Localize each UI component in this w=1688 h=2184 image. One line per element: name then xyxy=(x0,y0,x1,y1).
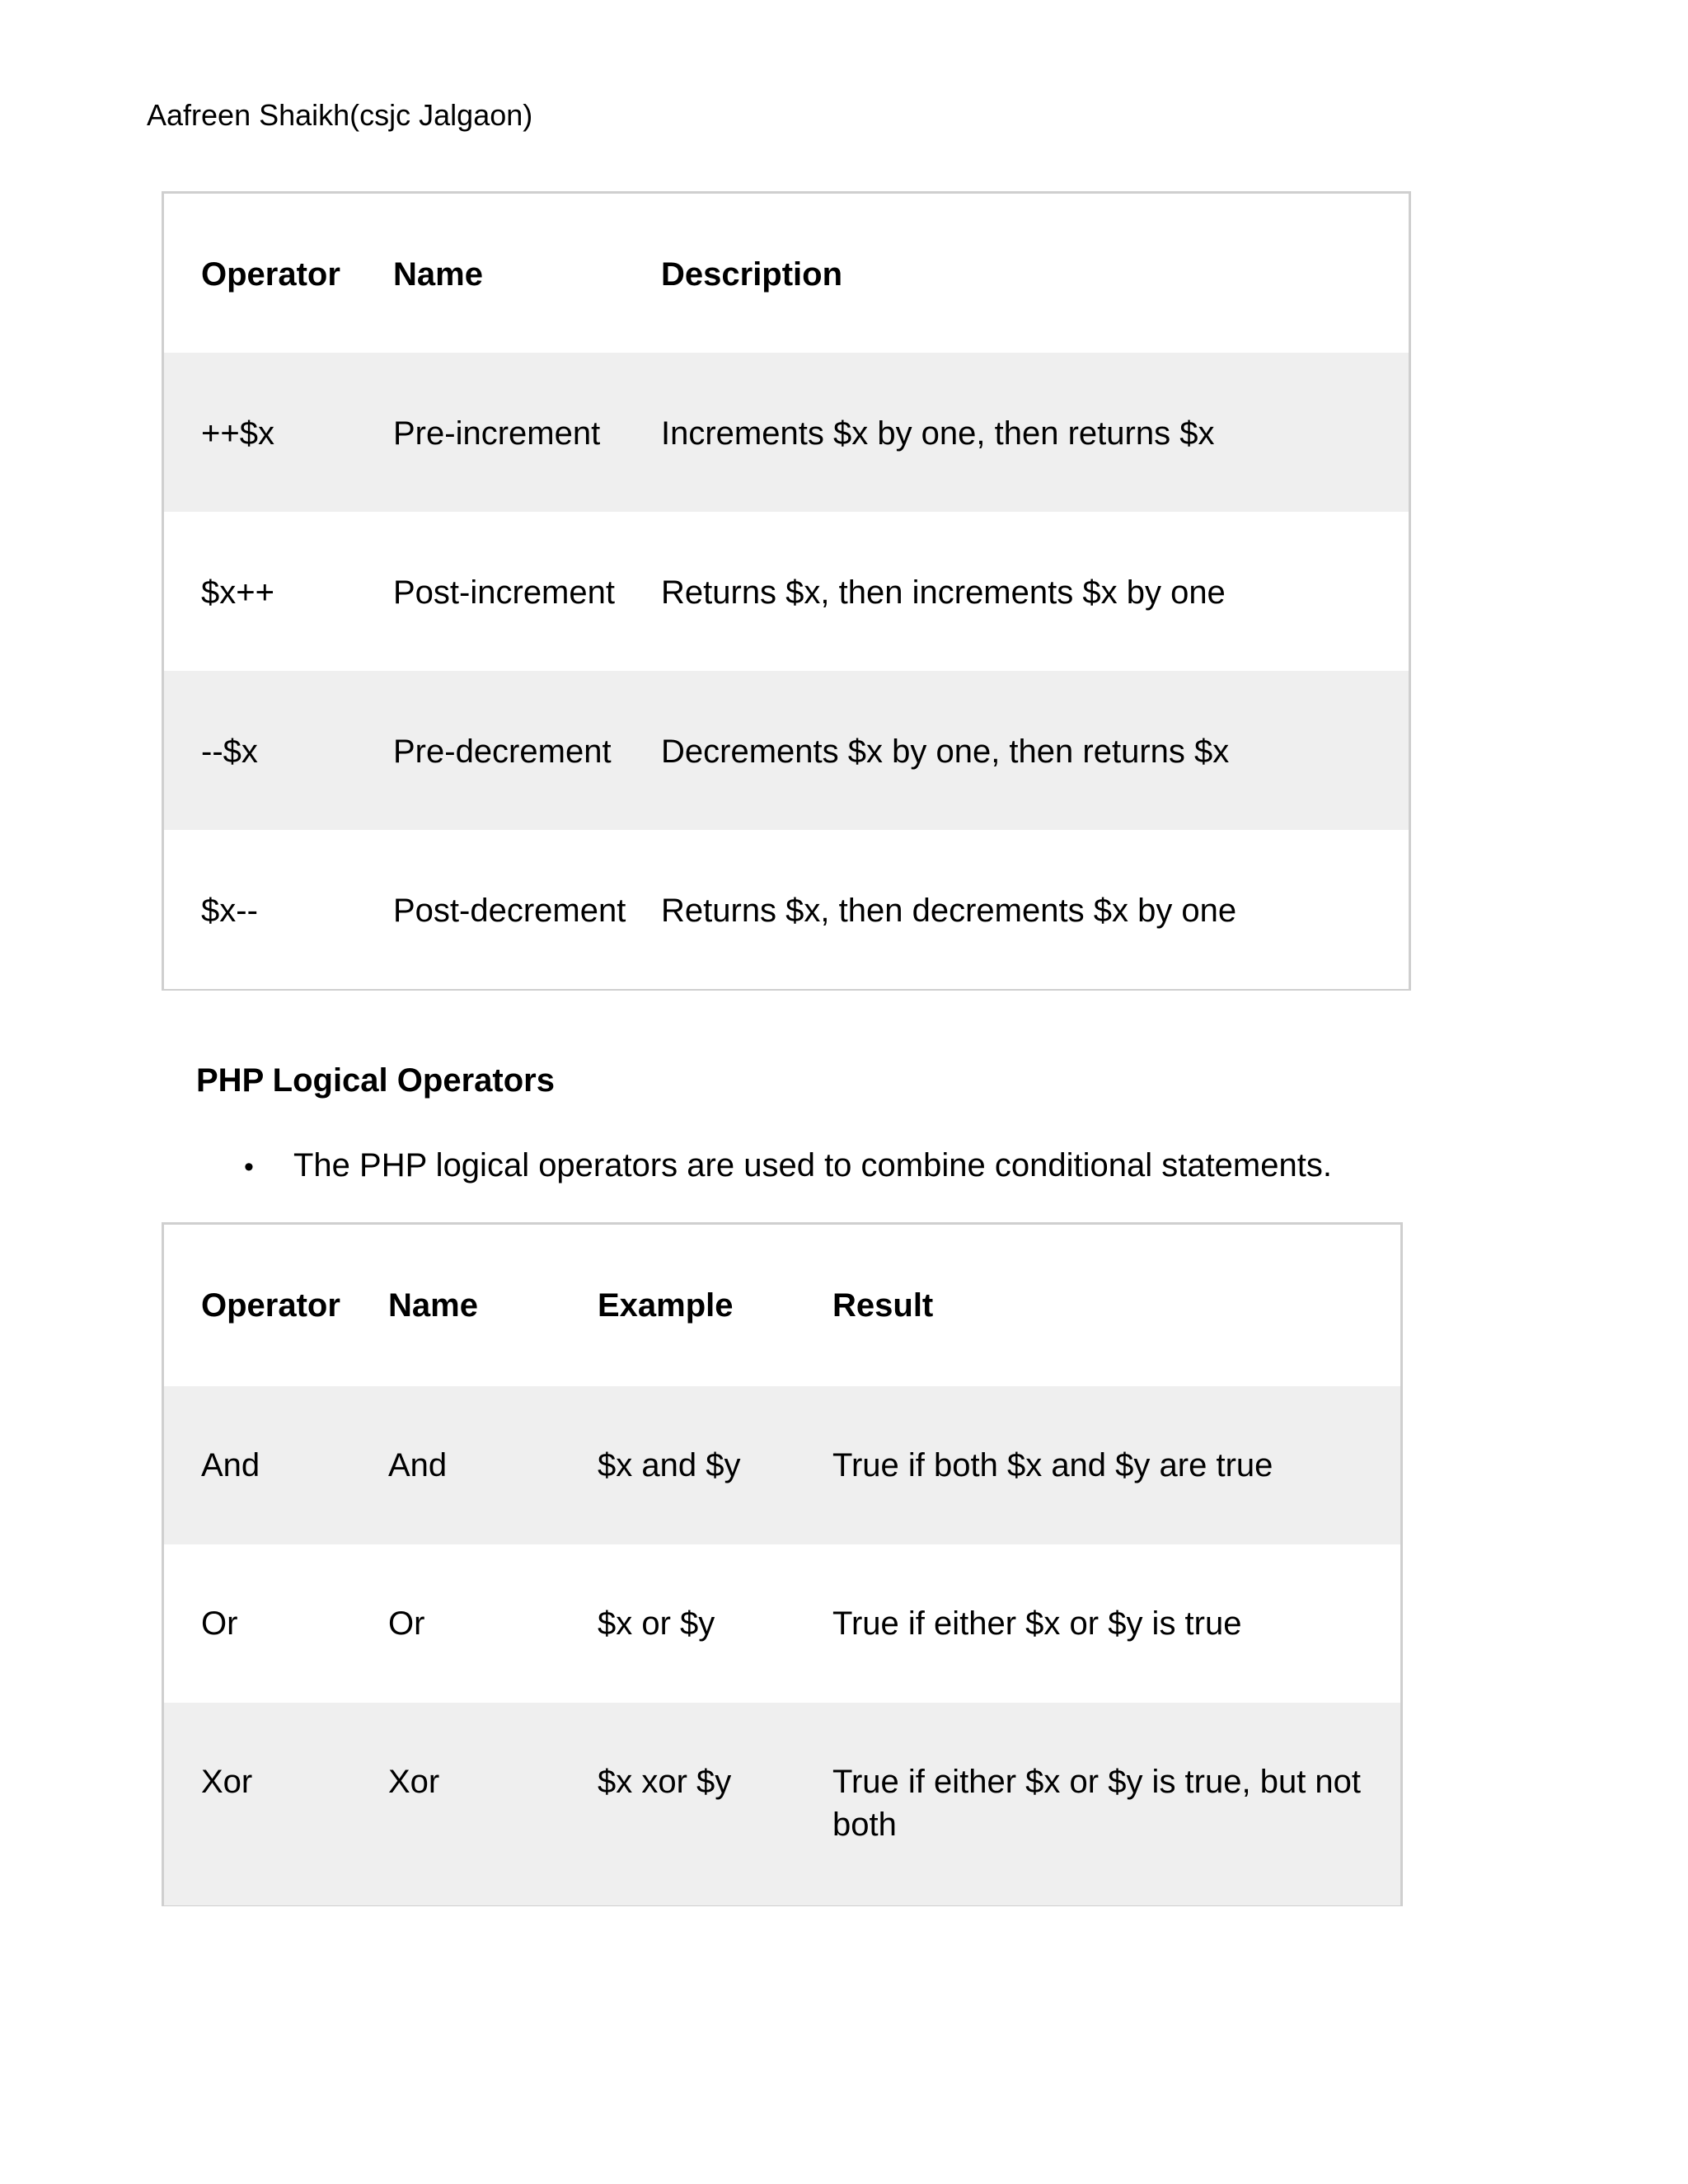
description-cell: Decrements $x by one, then returns $x xyxy=(661,733,1230,770)
column-header-operator: Operator xyxy=(201,1287,340,1324)
table-row xyxy=(164,830,1409,989)
table-row xyxy=(164,1703,1400,1905)
column-header-name: Name xyxy=(393,256,483,293)
description-cell: Increments $x by one, then returns $x xyxy=(661,415,1215,452)
operator-cell: Xor xyxy=(201,1764,253,1800)
table-row xyxy=(164,512,1409,671)
increment-operators-table xyxy=(162,191,1411,991)
table-header-row xyxy=(164,1225,1400,1386)
example-cell: $x xor $y xyxy=(598,1764,732,1800)
author-header: Aafreen Shaikh(csjc Jalgaon) xyxy=(147,98,533,132)
table-row xyxy=(164,1386,1400,1544)
name-cell: Pre-decrement xyxy=(393,733,612,770)
column-header-result: Result xyxy=(832,1287,934,1324)
bullet-item xyxy=(244,1144,1332,1188)
table-row xyxy=(164,671,1409,830)
column-header-operator: Operator xyxy=(201,256,340,293)
operator-cell: --$x xyxy=(201,733,258,770)
name-cell: Or xyxy=(388,1605,425,1642)
column-header-name: Name xyxy=(388,1287,478,1324)
operator-cell: Or xyxy=(201,1605,238,1642)
operator-cell: $x++ xyxy=(201,574,274,611)
result-cell: True if both $x and $y are true xyxy=(832,1447,1273,1483)
example-cell: $x and $y xyxy=(598,1447,741,1483)
bullet-text: The PHP logical operators are used to combine conditional statements. xyxy=(293,1147,1332,1183)
bullet-icon: • xyxy=(244,1151,254,1183)
logical-operators-table xyxy=(162,1222,1403,1906)
name-cell: Pre-increment xyxy=(393,415,601,452)
example-cell: $x or $y xyxy=(598,1605,715,1642)
column-header-example: Example xyxy=(598,1287,734,1324)
name-cell: And xyxy=(388,1447,448,1483)
table-header-row xyxy=(164,194,1409,353)
name-cell: Post-decrement xyxy=(393,893,626,929)
table-row xyxy=(164,353,1409,512)
name-cell: Post-increment xyxy=(393,574,615,611)
operator-cell: And xyxy=(201,1447,260,1483)
operator-cell: ++$x xyxy=(201,415,274,452)
table-row xyxy=(164,1544,1400,1703)
operator-cell: $x-- xyxy=(201,893,258,929)
section-title-logical-operators: PHP Logical Operators xyxy=(196,1062,555,1099)
result-cell: True if either $x or $y is true xyxy=(832,1605,1242,1642)
result-cell: True if either $x or $y is true, but not both xyxy=(832,1764,1362,1843)
column-header-description: Description xyxy=(661,256,843,293)
description-cell: Returns $x, then increments $x by one xyxy=(661,574,1226,611)
name-cell: Xor xyxy=(388,1764,440,1800)
description-cell: Returns $x, then decrements $x by one xyxy=(661,893,1237,929)
